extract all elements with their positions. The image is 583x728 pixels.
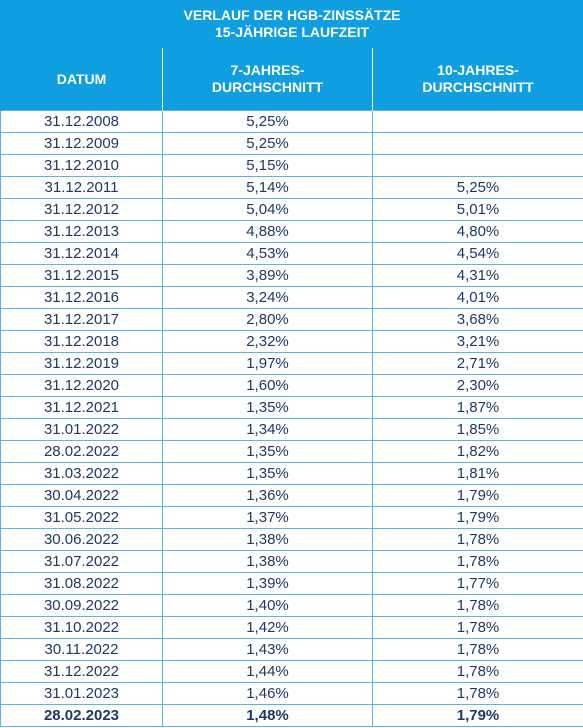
seven-year-average-cell: 3,24% (163, 287, 373, 309)
ten-year-average-cell (373, 155, 583, 177)
ten-year-average-cell: 5,01% (373, 199, 583, 221)
date-cell: 31.12.2008 (1, 111, 163, 133)
ten-year-average-cell: 1,81% (373, 463, 583, 485)
table-row (1, 705, 583, 727)
table-row (1, 287, 583, 309)
ten-year-average-cell (373, 111, 583, 133)
column-header-7-year-average (163, 48, 373, 111)
seven-year-average-cell: 1,38% (163, 551, 373, 573)
table-row (1, 639, 583, 661)
date-cell: 31.03.2022 (1, 463, 163, 485)
ten-year-average-cell: 1,85% (373, 419, 583, 441)
table-row (1, 353, 583, 375)
seven-year-average-cell: 1,40% (163, 595, 373, 617)
ten-year-average-cell: 2,30% (373, 375, 583, 397)
ten-year-average-cell: 1,78% (373, 683, 583, 705)
ten-year-average-cell: 1,79% (373, 507, 583, 529)
column-header-row (1, 48, 583, 111)
table-row (1, 265, 583, 287)
table-row (1, 595, 583, 617)
date-cell: 31.12.2013 (1, 221, 163, 243)
seven-year-average-cell: 1,43% (163, 639, 373, 661)
table-row (1, 683, 583, 705)
ten-year-average-cell: 1,78% (373, 551, 583, 573)
seven-year-average-cell: 1,97% (163, 353, 373, 375)
table-row (1, 199, 583, 221)
seven-year-average-cell: 1,35% (163, 463, 373, 485)
table-row (1, 331, 583, 353)
date-cell: 31.12.2015 (1, 265, 163, 287)
column-header-10-year-line1: 10-JAHRES- (437, 62, 519, 78)
seven-year-average-cell: 1,36% (163, 485, 373, 507)
ten-year-average-cell: 1,82% (373, 441, 583, 463)
date-cell: 31.12.2016 (1, 287, 163, 309)
date-cell: 30.09.2022 (1, 595, 163, 617)
table-row (1, 485, 583, 507)
table-body (1, 111, 583, 727)
table-row (1, 221, 583, 243)
date-cell: 31.12.2022 (1, 661, 163, 683)
date-cell: 31.12.2018 (1, 331, 163, 353)
date-cell: 31.12.2017 (1, 309, 163, 331)
date-cell: 28.02.2023 (1, 705, 163, 727)
table-row (1, 133, 583, 155)
ten-year-average-cell: 1,78% (373, 529, 583, 551)
seven-year-average-cell: 2,32% (163, 331, 373, 353)
date-cell: 31.12.2011 (1, 177, 163, 199)
date-cell: 31.07.2022 (1, 551, 163, 573)
table-row (1, 573, 583, 595)
table-row (1, 419, 583, 441)
ten-year-average-cell: 2,71% (373, 353, 583, 375)
table-row (1, 507, 583, 529)
seven-year-average-cell: 1,60% (163, 375, 373, 397)
date-cell: 30.06.2022 (1, 529, 163, 551)
ten-year-average-cell: 1,79% (373, 485, 583, 507)
ten-year-average-cell: 5,25% (373, 177, 583, 199)
date-cell: 31.08.2022 (1, 573, 163, 595)
ten-year-average-cell: 4,80% (373, 221, 583, 243)
column-header-7-year-line2: DURCHSCHNITT (211, 79, 324, 95)
seven-year-average-cell: 5,25% (163, 111, 373, 133)
date-cell: 31.12.2014 (1, 243, 163, 265)
table-row (1, 155, 583, 177)
table-title-line1: VERLAUF DER HGB-ZINSSÄTZE (183, 7, 401, 23)
table-row (1, 463, 583, 485)
ten-year-average-cell (373, 133, 583, 155)
seven-year-average-cell: 3,89% (163, 265, 373, 287)
ten-year-average-cell: 1,78% (373, 617, 583, 639)
seven-year-average-cell: 5,04% (163, 199, 373, 221)
table-row (1, 177, 583, 199)
table-row (1, 529, 583, 551)
table-row (1, 309, 583, 331)
date-cell: 31.12.2020 (1, 375, 163, 397)
date-cell: 31.10.2022 (1, 617, 163, 639)
seven-year-average-cell: 1,38% (163, 529, 373, 551)
ten-year-average-cell: 1,78% (373, 595, 583, 617)
seven-year-average-cell: 1,35% (163, 397, 373, 419)
date-cell: 31.01.2022 (1, 419, 163, 441)
seven-year-average-cell: 1,34% (163, 419, 373, 441)
seven-year-average-cell: 1,44% (163, 661, 373, 683)
seven-year-average-cell: 1,37% (163, 507, 373, 529)
table-row (1, 397, 583, 419)
date-cell: 31.12.2009 (1, 133, 163, 155)
date-cell: 31.12.2019 (1, 353, 163, 375)
ten-year-average-cell: 1,77% (373, 573, 583, 595)
ten-year-average-cell: 1,78% (373, 639, 583, 661)
ten-year-average-cell: 1,79% (373, 705, 583, 727)
table-row (1, 551, 583, 573)
seven-year-average-cell: 2,80% (163, 309, 373, 331)
seven-year-average-cell: 1,35% (163, 441, 373, 463)
seven-year-average-cell: 1,42% (163, 617, 373, 639)
table-row (1, 243, 583, 265)
ten-year-average-cell: 4,01% (373, 287, 583, 309)
ten-year-average-cell: 4,31% (373, 265, 583, 287)
date-cell: 28.02.2022 (1, 441, 163, 463)
ten-year-average-cell: 1,87% (373, 397, 583, 419)
column-header-7-year-line1: 7-JAHRES- (230, 62, 305, 78)
date-cell: 31.01.2023 (1, 683, 163, 705)
seven-year-average-cell: 1,48% (163, 705, 373, 727)
table-row (1, 441, 583, 463)
seven-year-average-cell: 1,46% (163, 683, 373, 705)
table-row (1, 111, 583, 133)
seven-year-average-cell: 4,88% (163, 221, 373, 243)
title-row (1, 1, 583, 48)
ten-year-average-cell: 1,78% (373, 661, 583, 683)
date-cell: 31.12.2021 (1, 397, 163, 419)
column-header-date-label: DATUM (56, 70, 107, 87)
date-cell: 31.12.2010 (1, 155, 163, 177)
seven-year-average-cell: 1,39% (163, 573, 373, 595)
date-cell: 30.04.2022 (1, 485, 163, 507)
date-cell: 30.11.2022 (1, 639, 163, 661)
table-row (1, 661, 583, 683)
seven-year-average-cell: 5,15% (163, 155, 373, 177)
seven-year-average-cell: 4,53% (163, 243, 373, 265)
table-title-line2: 15-JÄHRIGE LAUFZEIT (215, 24, 370, 40)
table-row (1, 375, 583, 397)
date-cell: 31.05.2022 (1, 507, 163, 529)
column-header-10-year-average (373, 48, 583, 111)
ten-year-average-cell: 3,21% (373, 331, 583, 353)
ten-year-average-cell: 4,54% (373, 243, 583, 265)
date-cell: 31.12.2012 (1, 199, 163, 221)
table-row (1, 617, 583, 639)
seven-year-average-cell: 5,14% (163, 177, 373, 199)
column-header-date (1, 48, 163, 111)
ten-year-average-cell: 3,68% (373, 309, 583, 331)
seven-year-average-cell: 5,25% (163, 133, 373, 155)
column-header-10-year-line2: DURCHSCHNITT (422, 79, 534, 95)
table-title (1, 1, 583, 48)
